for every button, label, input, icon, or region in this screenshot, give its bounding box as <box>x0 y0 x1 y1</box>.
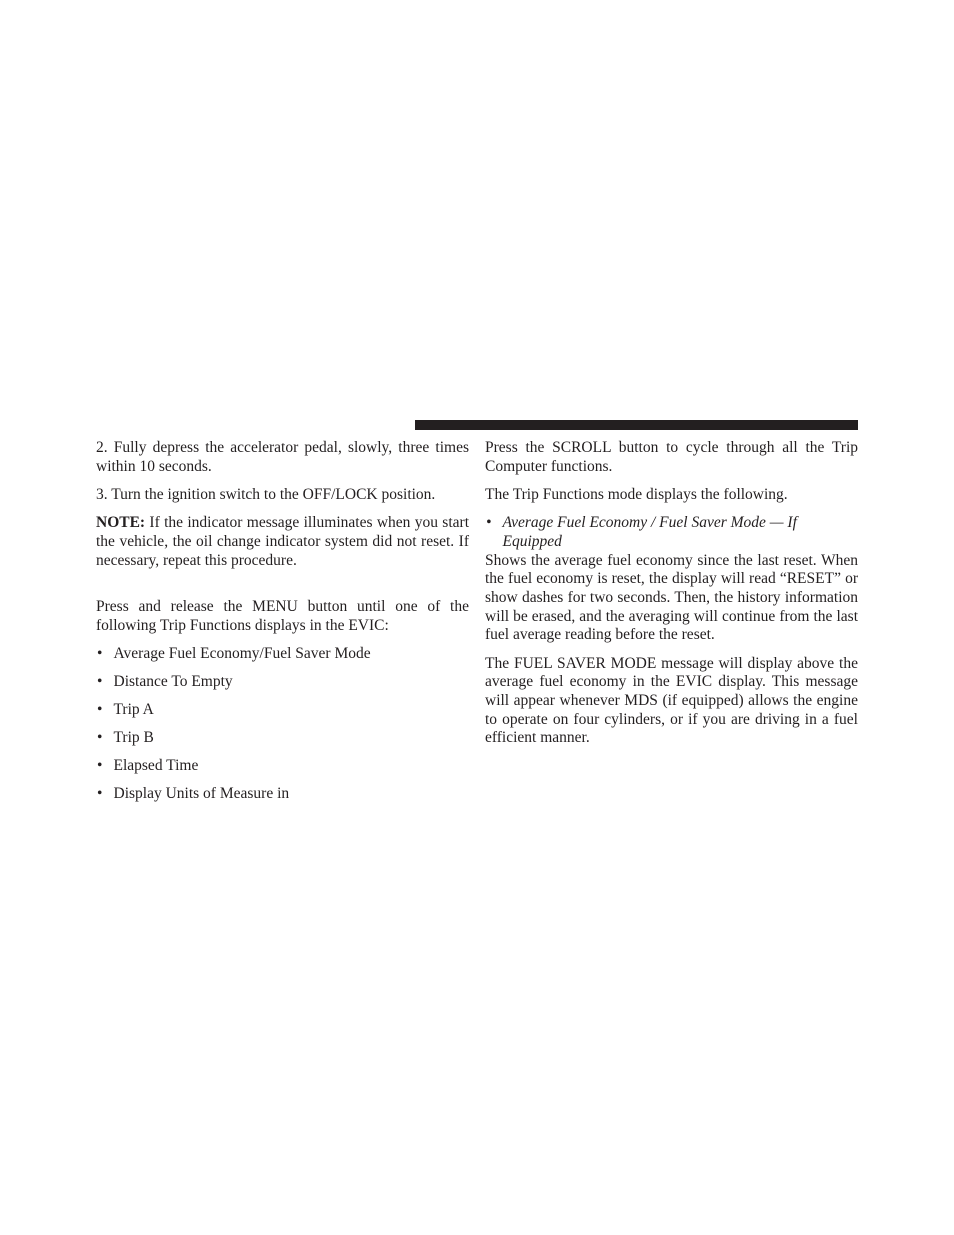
note-paragraph <box>96 514 469 570</box>
note-text: If the indicator message illuminates when you start the vehicle, the oil change indicator system did not reset. If necessary, repeat this procedure. <box>96 514 469 569</box>
right-column <box>485 439 858 758</box>
step-2-text: 2. Fully depress the accelerator pedal, slowly, three times within 10 seconds. <box>96 439 469 475</box>
average-fuel-economy-description: Shows the average fuel economy since the last reset. When the fuel economy is reset, the display will read “RESET” or show dashes for two seconds. Then, the history information will be erased, and the averaging will continue from the last fuel average reading before the reset. <box>485 551 858 644</box>
step-3-text: 3. Turn the ignition switch to the OFF/LOCK position. <box>96 485 436 503</box>
bullet-icon: • <box>486 514 492 532</box>
list-item <box>96 785 469 804</box>
list-item-label: Distance To Empty <box>113 673 233 691</box>
header-rule <box>415 420 858 430</box>
bullet-icon: • <box>97 673 103 691</box>
feature-heading <box>485 514 858 551</box>
trip-functions-mode-paragraph: The Trip Functions mode displays the following. <box>485 485 788 503</box>
list-item-label: Average Fuel Economy/Fuel Saver Mode <box>113 645 371 663</box>
bullet-icon: • <box>97 757 103 775</box>
list-item-label: Trip A <box>113 701 154 719</box>
list-item-label: Display Units of Measure in <box>113 785 290 803</box>
left-column <box>96 439 469 813</box>
note-label: NOTE: <box>96 514 146 532</box>
list-item <box>96 729 469 748</box>
list-item-label: Elapsed Time <box>113 757 199 775</box>
bullet-icon: • <box>97 701 103 719</box>
list-item <box>96 673 469 692</box>
fuel-saver-mode-description: The FUEL SAVER MODE message will display above the average fuel economy in the EVIC display. This message will appear whenever MDS (if equipped) allows the engine to operate on four cylinders, or if you are driving in a fuel efficient manner. <box>485 654 858 747</box>
bullet-icon: • <box>97 645 103 663</box>
list-item-label: Trip B <box>113 729 154 747</box>
list-item <box>96 645 469 664</box>
scroll-button-paragraph: Press the SCROLL button to cycle through all the Trip Computer functions. <box>485 439 858 475</box>
list-item <box>96 757 469 776</box>
bullet-icon: • <box>97 729 103 747</box>
bullet-icon: • <box>97 785 103 803</box>
feature-heading-label: Average Fuel Economy / Fuel Saver Mode — If Equipped <box>502 514 797 550</box>
trip-functions-intro: Press and release the MENU button until one of the following Trip Functions displays in the EVIC: <box>96 598 469 634</box>
list-item <box>96 701 469 720</box>
